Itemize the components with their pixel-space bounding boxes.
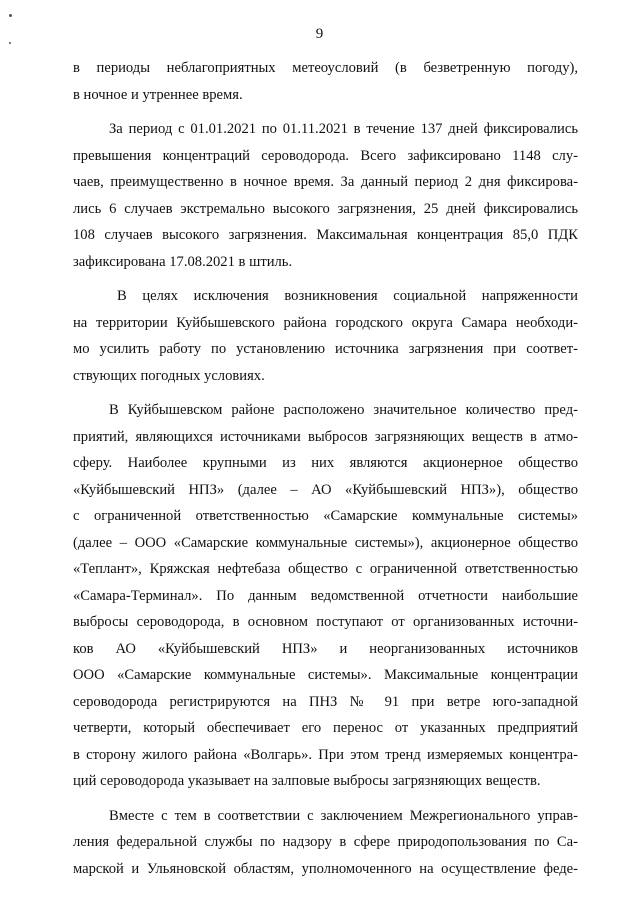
text-line: марской и Ульяновской областям, уполномоченного на осуществление феде-: [73, 860, 578, 877]
text-line: выбросы сероводорода, в основном поступают от организованных источни-: [73, 614, 578, 630]
text-line: ления федеральной службы по надзору в сфере природопользования по Са-: [73, 834, 578, 850]
text-line: в сторону жилого района «Волгарь». При этом тренд измеряемых концентра-: [73, 746, 578, 763]
text-line: превышения концентраций сероводорода. Всего зафиксировано 1148 слу-: [73, 147, 578, 164]
page-number: 9: [315, 26, 324, 42]
text-line: ствующих погодных условиях.: [73, 367, 265, 384]
paragraph: [73, 397, 578, 795]
text-line: В целях исключения возникновения социальной напряженности: [117, 288, 578, 304]
document-body: [73, 55, 578, 890]
text-line: мо усилить работу по установлению источника загрязнения при соответ-: [73, 341, 578, 357]
paragraph: [73, 803, 578, 883]
text-line: приятий, являющихся источниками выбросов загрязняющих веществ в атмо-: [73, 428, 578, 445]
scan-artifact-dot: [9, 14, 12, 17]
text-line: ций сероводорода указывает на залповые выбросы загрязняющих веществ.: [73, 773, 541, 789]
text-line: с ограниченной ответственностью «Самарские коммунальные системы»: [73, 508, 578, 524]
text-line: «Теплант», Кряжская нефтебаза общество с ограниченной ответственностью: [73, 561, 578, 577]
text-line: в периоды неблагоприятных метеоусловий (в безветренную погоду),: [73, 60, 578, 76]
text-line: зафиксирована 17.08.2021 в штиль.: [73, 253, 293, 270]
text-line: «Куйбышевский НПЗ» (далее – АО «Куйбышевский НПЗ»), общество: [73, 481, 578, 498]
text-line: Вместе с тем в соответствии с заключением Межрегионального управ-: [109, 807, 578, 824]
text-line: чаев, преимущественно в ночное время. За данный период 2 дня фиксирова-: [73, 174, 578, 190]
text-line: сферу. Наиболее крупными из них являются акционерное общество: [73, 455, 578, 471]
paragraph: [73, 55, 578, 108]
text-line: лись 6 случаев экстремально высокого загрязнения, 25 дней фиксировались: [73, 200, 578, 217]
text-line: За период с 01.01.2021 по 01.11.2021 в течение 137 дней фиксировались: [109, 121, 578, 137]
text-line: В Куйбышевском районе расположено значительное количество пред-: [109, 402, 578, 418]
text-line: ков АО «Куйбышевский НПЗ» и неорганизованных источников: [73, 640, 578, 657]
text-line: (далее – ООО «Самарские коммунальные системы»), акционерное общество: [73, 534, 578, 551]
text-line: в ночное и утреннее время.: [73, 86, 243, 103]
text-line: ООО «Самарские коммунальные системы». Максимальные концентрации: [73, 667, 578, 683]
paragraph: [73, 116, 578, 275]
text-line: 108 случаев высокого загрязнения. Максимальная концентрация 85,0 ПДК: [73, 227, 578, 243]
text-line: сероводорода регистрируются на ПНЗ № 91 при ветре юго-западной: [73, 693, 578, 710]
text-line: «Самара-Терминал». По данным ведомственной отчетности наибольшие: [73, 587, 578, 604]
text-line: на территории Куйбышевского района городского округа Самара необходи-: [73, 314, 578, 331]
paragraph: [73, 283, 578, 389]
text-line: четверти, который обеспечивает его перенос от указанных предприятий: [73, 720, 578, 736]
